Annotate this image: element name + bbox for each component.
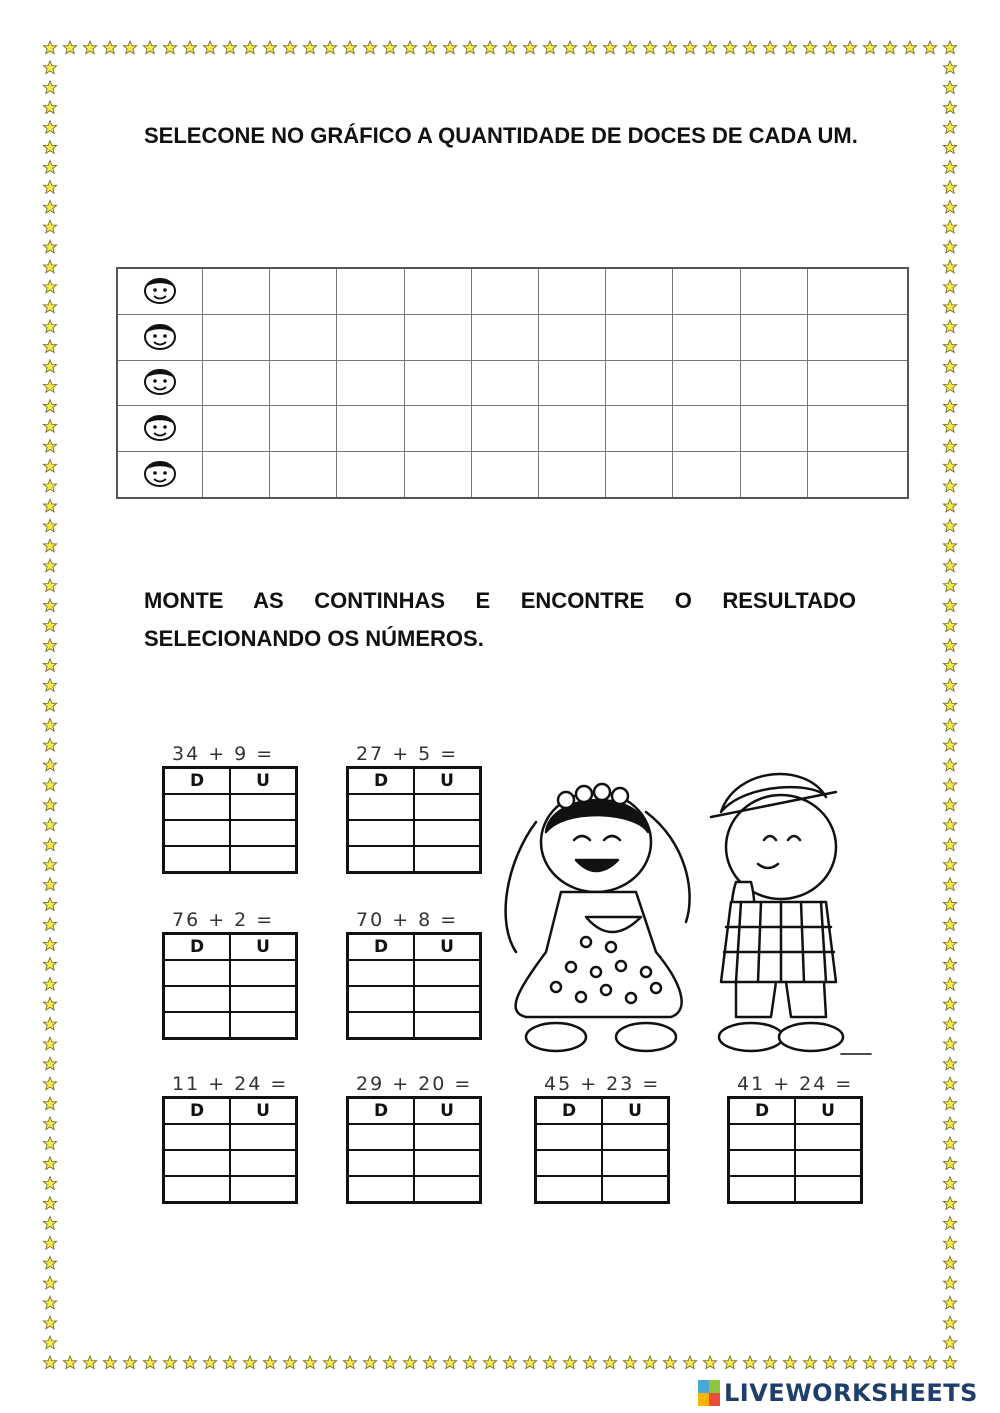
du-cell[interactable] bbox=[795, 1176, 862, 1203]
tens-header: D bbox=[348, 768, 415, 795]
du-cell[interactable] bbox=[348, 794, 415, 820]
du-cell[interactable] bbox=[602, 1176, 669, 1203]
chart-cell[interactable] bbox=[471, 452, 538, 498]
task2-title-line1: MONTE AS CONTINHAS E ENCONTRE O RESULTADO bbox=[144, 588, 856, 613]
task2-title bbox=[144, 582, 856, 658]
units-header: U bbox=[414, 1098, 481, 1125]
du-cell[interactable] bbox=[230, 1150, 297, 1176]
sum-block bbox=[534, 1072, 674, 1204]
festa-junina-kids-icon bbox=[496, 752, 876, 1062]
du-cell[interactable] bbox=[414, 1176, 481, 1203]
liveworksheets-logo bbox=[698, 1378, 978, 1408]
chart-cell[interactable] bbox=[606, 406, 673, 452]
character-face-2-icon bbox=[138, 318, 182, 352]
chart-cell[interactable] bbox=[203, 360, 270, 406]
task2-title-line2: SELECIONANDO OS NÚMEROS. bbox=[144, 626, 484, 651]
du-table bbox=[162, 766, 298, 874]
du-cell[interactable] bbox=[230, 1176, 297, 1203]
du-cell[interactable] bbox=[230, 960, 297, 986]
du-cell[interactable] bbox=[348, 1150, 415, 1176]
chart-cell[interactable] bbox=[538, 452, 605, 498]
sum-block bbox=[162, 742, 302, 874]
du-table bbox=[162, 932, 298, 1040]
chart-cell[interactable] bbox=[337, 268, 404, 314]
du-cell[interactable] bbox=[230, 1012, 297, 1039]
sum-block bbox=[727, 1072, 867, 1204]
character-face-5-icon bbox=[138, 455, 182, 489]
du-cell[interactable] bbox=[164, 1124, 231, 1150]
du-cell[interactable] bbox=[414, 986, 481, 1012]
sum-label: 11 + 24 = bbox=[172, 1073, 289, 1095]
chart-cell[interactable] bbox=[404, 360, 471, 406]
face-cell bbox=[117, 314, 203, 360]
chart-cell[interactable] bbox=[807, 452, 908, 498]
du-cell[interactable] bbox=[414, 1150, 481, 1176]
chart-cell[interactable] bbox=[471, 268, 538, 314]
units-header: U bbox=[602, 1098, 669, 1125]
chart-cell[interactable] bbox=[404, 268, 471, 314]
du-cell[interactable] bbox=[164, 960, 231, 986]
chart-cell[interactable] bbox=[471, 314, 538, 360]
du-table bbox=[346, 932, 482, 1040]
sum-block bbox=[162, 908, 302, 1040]
candy-chart-grid bbox=[116, 267, 909, 499]
du-table bbox=[346, 766, 482, 874]
face-cell bbox=[117, 406, 203, 452]
du-cell[interactable] bbox=[729, 1150, 796, 1176]
du-cell[interactable] bbox=[536, 1124, 603, 1150]
chart-cell[interactable] bbox=[203, 452, 270, 498]
sum-block bbox=[346, 908, 486, 1040]
chart-cell[interactable] bbox=[337, 314, 404, 360]
liveworksheets-logo-icon bbox=[698, 1380, 720, 1406]
units-header: U bbox=[414, 934, 481, 961]
chart-cell[interactable] bbox=[740, 268, 807, 314]
du-cell[interactable] bbox=[536, 1150, 603, 1176]
chart-cell[interactable] bbox=[606, 452, 673, 498]
du-table bbox=[162, 1096, 298, 1204]
chart-cell[interactable] bbox=[673, 360, 740, 406]
du-cell[interactable] bbox=[414, 846, 481, 873]
sum-label: 29 + 20 = bbox=[356, 1073, 473, 1095]
du-cell[interactable] bbox=[230, 794, 297, 820]
chart-cell[interactable] bbox=[606, 360, 673, 406]
sum-block bbox=[346, 742, 486, 874]
tens-header: D bbox=[164, 768, 231, 795]
sum-label: 76 + 2 = bbox=[172, 909, 275, 931]
du-cell[interactable] bbox=[348, 820, 415, 846]
chart-cell[interactable] bbox=[606, 268, 673, 314]
character-face-3-icon bbox=[138, 363, 182, 397]
chart-cell[interactable] bbox=[673, 406, 740, 452]
sum-label: 41 + 24 = bbox=[737, 1073, 854, 1095]
chart-row bbox=[117, 360, 908, 406]
units-header: U bbox=[795, 1098, 862, 1125]
chart-cell[interactable] bbox=[404, 452, 471, 498]
du-cell[interactable] bbox=[230, 986, 297, 1012]
units-header: U bbox=[414, 768, 481, 795]
du-cell[interactable] bbox=[230, 820, 297, 846]
sum-label: 70 + 8 = bbox=[356, 909, 459, 931]
units-header: U bbox=[230, 934, 297, 961]
du-cell[interactable] bbox=[164, 986, 231, 1012]
face-cell bbox=[117, 268, 203, 314]
du-cell[interactable] bbox=[414, 1124, 481, 1150]
du-table bbox=[346, 1096, 482, 1204]
chart-cell[interactable] bbox=[270, 268, 337, 314]
du-table bbox=[727, 1096, 863, 1204]
chart-cell[interactable] bbox=[270, 360, 337, 406]
sum-label: 27 + 5 = bbox=[356, 743, 459, 765]
du-cell[interactable] bbox=[795, 1150, 862, 1176]
chart-cell[interactable] bbox=[270, 314, 337, 360]
chart-cell[interactable] bbox=[673, 452, 740, 498]
du-cell[interactable] bbox=[348, 846, 415, 873]
du-cell[interactable] bbox=[795, 1124, 862, 1150]
chart-cell[interactable] bbox=[538, 314, 605, 360]
du-table bbox=[534, 1096, 670, 1204]
tens-header: D bbox=[729, 1098, 796, 1125]
tens-header: D bbox=[348, 1098, 415, 1125]
du-cell[interactable] bbox=[348, 1176, 415, 1203]
chart-cell[interactable] bbox=[740, 360, 807, 406]
du-cell[interactable] bbox=[414, 820, 481, 846]
units-header: U bbox=[230, 768, 297, 795]
tens-header: D bbox=[164, 1098, 231, 1125]
chart-cell[interactable] bbox=[203, 314, 270, 360]
sum-label: 34 + 9 = bbox=[172, 743, 275, 765]
chart-cell[interactable] bbox=[471, 406, 538, 452]
chart-cell[interactable] bbox=[471, 360, 538, 406]
sum-label: 45 + 23 = bbox=[544, 1073, 661, 1095]
du-cell[interactable] bbox=[164, 794, 231, 820]
liveworksheets-logo-text: LIVEWORKSHEETS bbox=[724, 1379, 978, 1407]
du-cell[interactable] bbox=[348, 1012, 415, 1039]
chart-cell[interactable] bbox=[606, 314, 673, 360]
du-cell[interactable] bbox=[230, 1124, 297, 1150]
du-cell[interactable] bbox=[348, 960, 415, 986]
chart-cell[interactable] bbox=[404, 406, 471, 452]
chart-cell[interactable] bbox=[740, 406, 807, 452]
chart-cell[interactable] bbox=[337, 406, 404, 452]
chart-cell[interactable] bbox=[807, 360, 908, 406]
du-cell[interactable] bbox=[414, 794, 481, 820]
tens-header: D bbox=[348, 934, 415, 961]
chart-cell[interactable] bbox=[673, 314, 740, 360]
du-cell[interactable] bbox=[536, 1176, 603, 1203]
tens-header: D bbox=[536, 1098, 603, 1125]
sum-block bbox=[162, 1072, 302, 1204]
face-cell bbox=[117, 452, 203, 498]
du-cell[interactable] bbox=[164, 1176, 231, 1203]
du-cell[interactable] bbox=[729, 1176, 796, 1203]
chart-cell[interactable] bbox=[270, 452, 337, 498]
chart-row bbox=[117, 268, 908, 314]
task1-title: SELECONE NO GRÁFICO A QUANTIDADE DE DOCES DE CADA UM. bbox=[144, 123, 858, 148]
chart-cell[interactable] bbox=[203, 406, 270, 452]
du-cell[interactable] bbox=[602, 1124, 669, 1150]
chart-cell[interactable] bbox=[740, 452, 807, 498]
chart-cell[interactable] bbox=[807, 268, 908, 314]
character-face-1-icon bbox=[138, 272, 182, 306]
du-cell[interactable] bbox=[164, 846, 231, 873]
chart-cell[interactable] bbox=[740, 314, 807, 360]
chart-cell[interactable] bbox=[404, 314, 471, 360]
chart-cell[interactable] bbox=[337, 452, 404, 498]
du-cell[interactable] bbox=[164, 1012, 231, 1039]
du-cell[interactable] bbox=[414, 1012, 481, 1039]
face-cell bbox=[117, 360, 203, 406]
chart-cell[interactable] bbox=[538, 360, 605, 406]
sum-block bbox=[346, 1072, 486, 1204]
chart-row bbox=[117, 452, 908, 498]
chart-cell[interactable] bbox=[807, 406, 908, 452]
chart-cell[interactable] bbox=[337, 360, 404, 406]
du-cell[interactable] bbox=[164, 820, 231, 846]
chart-row bbox=[117, 314, 908, 360]
du-cell[interactable] bbox=[414, 960, 481, 986]
chart-cell[interactable] bbox=[270, 406, 337, 452]
du-cell[interactable] bbox=[729, 1124, 796, 1150]
chart-cell[interactable] bbox=[807, 314, 908, 360]
chart-cell[interactable] bbox=[538, 268, 605, 314]
du-cell[interactable] bbox=[230, 846, 297, 873]
du-cell[interactable] bbox=[348, 986, 415, 1012]
character-face-4-icon bbox=[138, 409, 182, 443]
chart-cell[interactable] bbox=[203, 268, 270, 314]
chart-cell[interactable] bbox=[673, 268, 740, 314]
chart-row bbox=[117, 406, 908, 452]
chart-cell[interactable] bbox=[538, 406, 605, 452]
du-cell[interactable] bbox=[164, 1150, 231, 1176]
units-header: U bbox=[230, 1098, 297, 1125]
tens-header: D bbox=[164, 934, 231, 961]
du-cell[interactable] bbox=[602, 1150, 669, 1176]
du-cell[interactable] bbox=[348, 1124, 415, 1150]
